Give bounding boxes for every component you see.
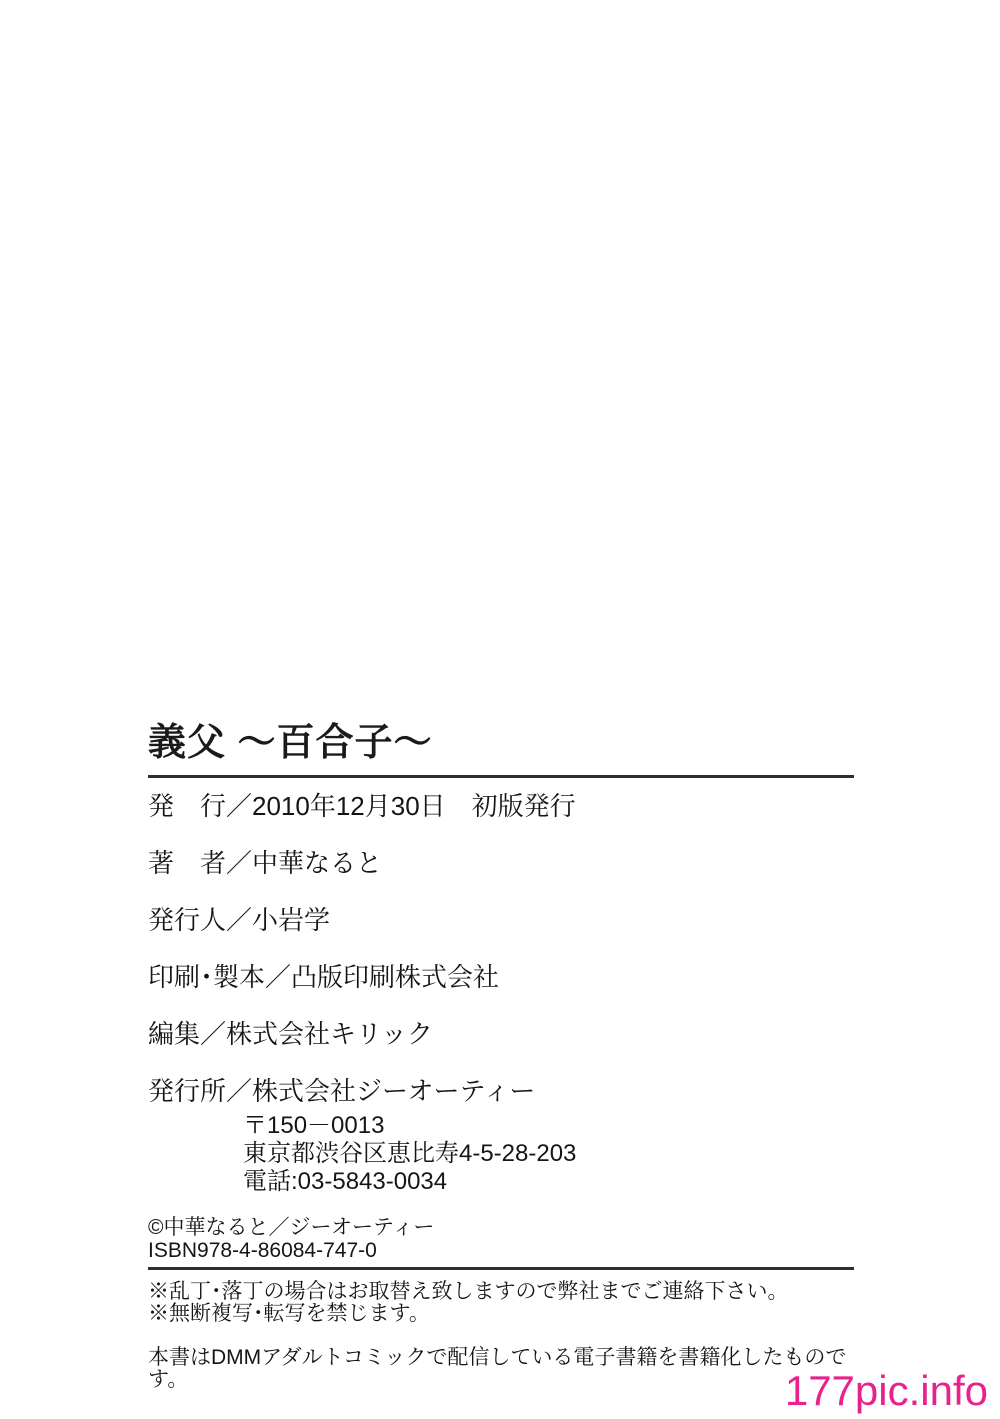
defective-copy-notice: ※乱丁･落丁の場合はお取替え致しますので弊社までご連絡下さい。 <box>148 1280 789 1303</box>
publishing-company-line: 発行所／株式会社ジーオーティー <box>148 1076 536 1106</box>
publisher-address-block <box>243 1112 854 1196</box>
printing-binding-line: 印刷･製本／凸版印刷株式会社 <box>148 962 500 992</box>
book-title: 義父 ～百合子～ <box>148 722 433 764</box>
author-line: 著 者／中華なると <box>148 848 383 878</box>
notices-divider-rule <box>148 1267 854 1270</box>
publication-entries <box>148 791 854 1106</box>
publication-date-line: 発 行／2010年12月30日 初版発行 <box>148 791 576 821</box>
copyright-line: ©中華なると／ジーオーティー <box>148 1216 435 1239</box>
watermark: 177pic.info <box>784 1367 988 1414</box>
title-divider-rule <box>148 775 854 778</box>
copyright-block <box>148 1216 854 1262</box>
dmm-ebook-note: 本書はDMMアダルトコミックで配信している電子書籍を書籍化したものです。 <box>148 1346 847 1391</box>
publisher-postal-code: 〒150－0013 <box>243 1112 385 1139</box>
colophon-block <box>148 720 854 1391</box>
publisher-street-address: 東京都渋谷区恵比寿4-5-28-203 <box>243 1140 577 1167</box>
publisher-phone: 電話:03-5843-0034 <box>243 1168 448 1195</box>
publisher-person-line: 発行人／小岩学 <box>148 905 331 935</box>
no-reproduction-notice: ※無断複写･転写を禁じます。 <box>148 1302 430 1325</box>
isbn-line: ISBN978-4-86084-747-0 <box>148 1239 377 1262</box>
notices-block <box>148 1281 854 1325</box>
editing-line: 編集／株式会社キリック <box>148 1019 433 1049</box>
